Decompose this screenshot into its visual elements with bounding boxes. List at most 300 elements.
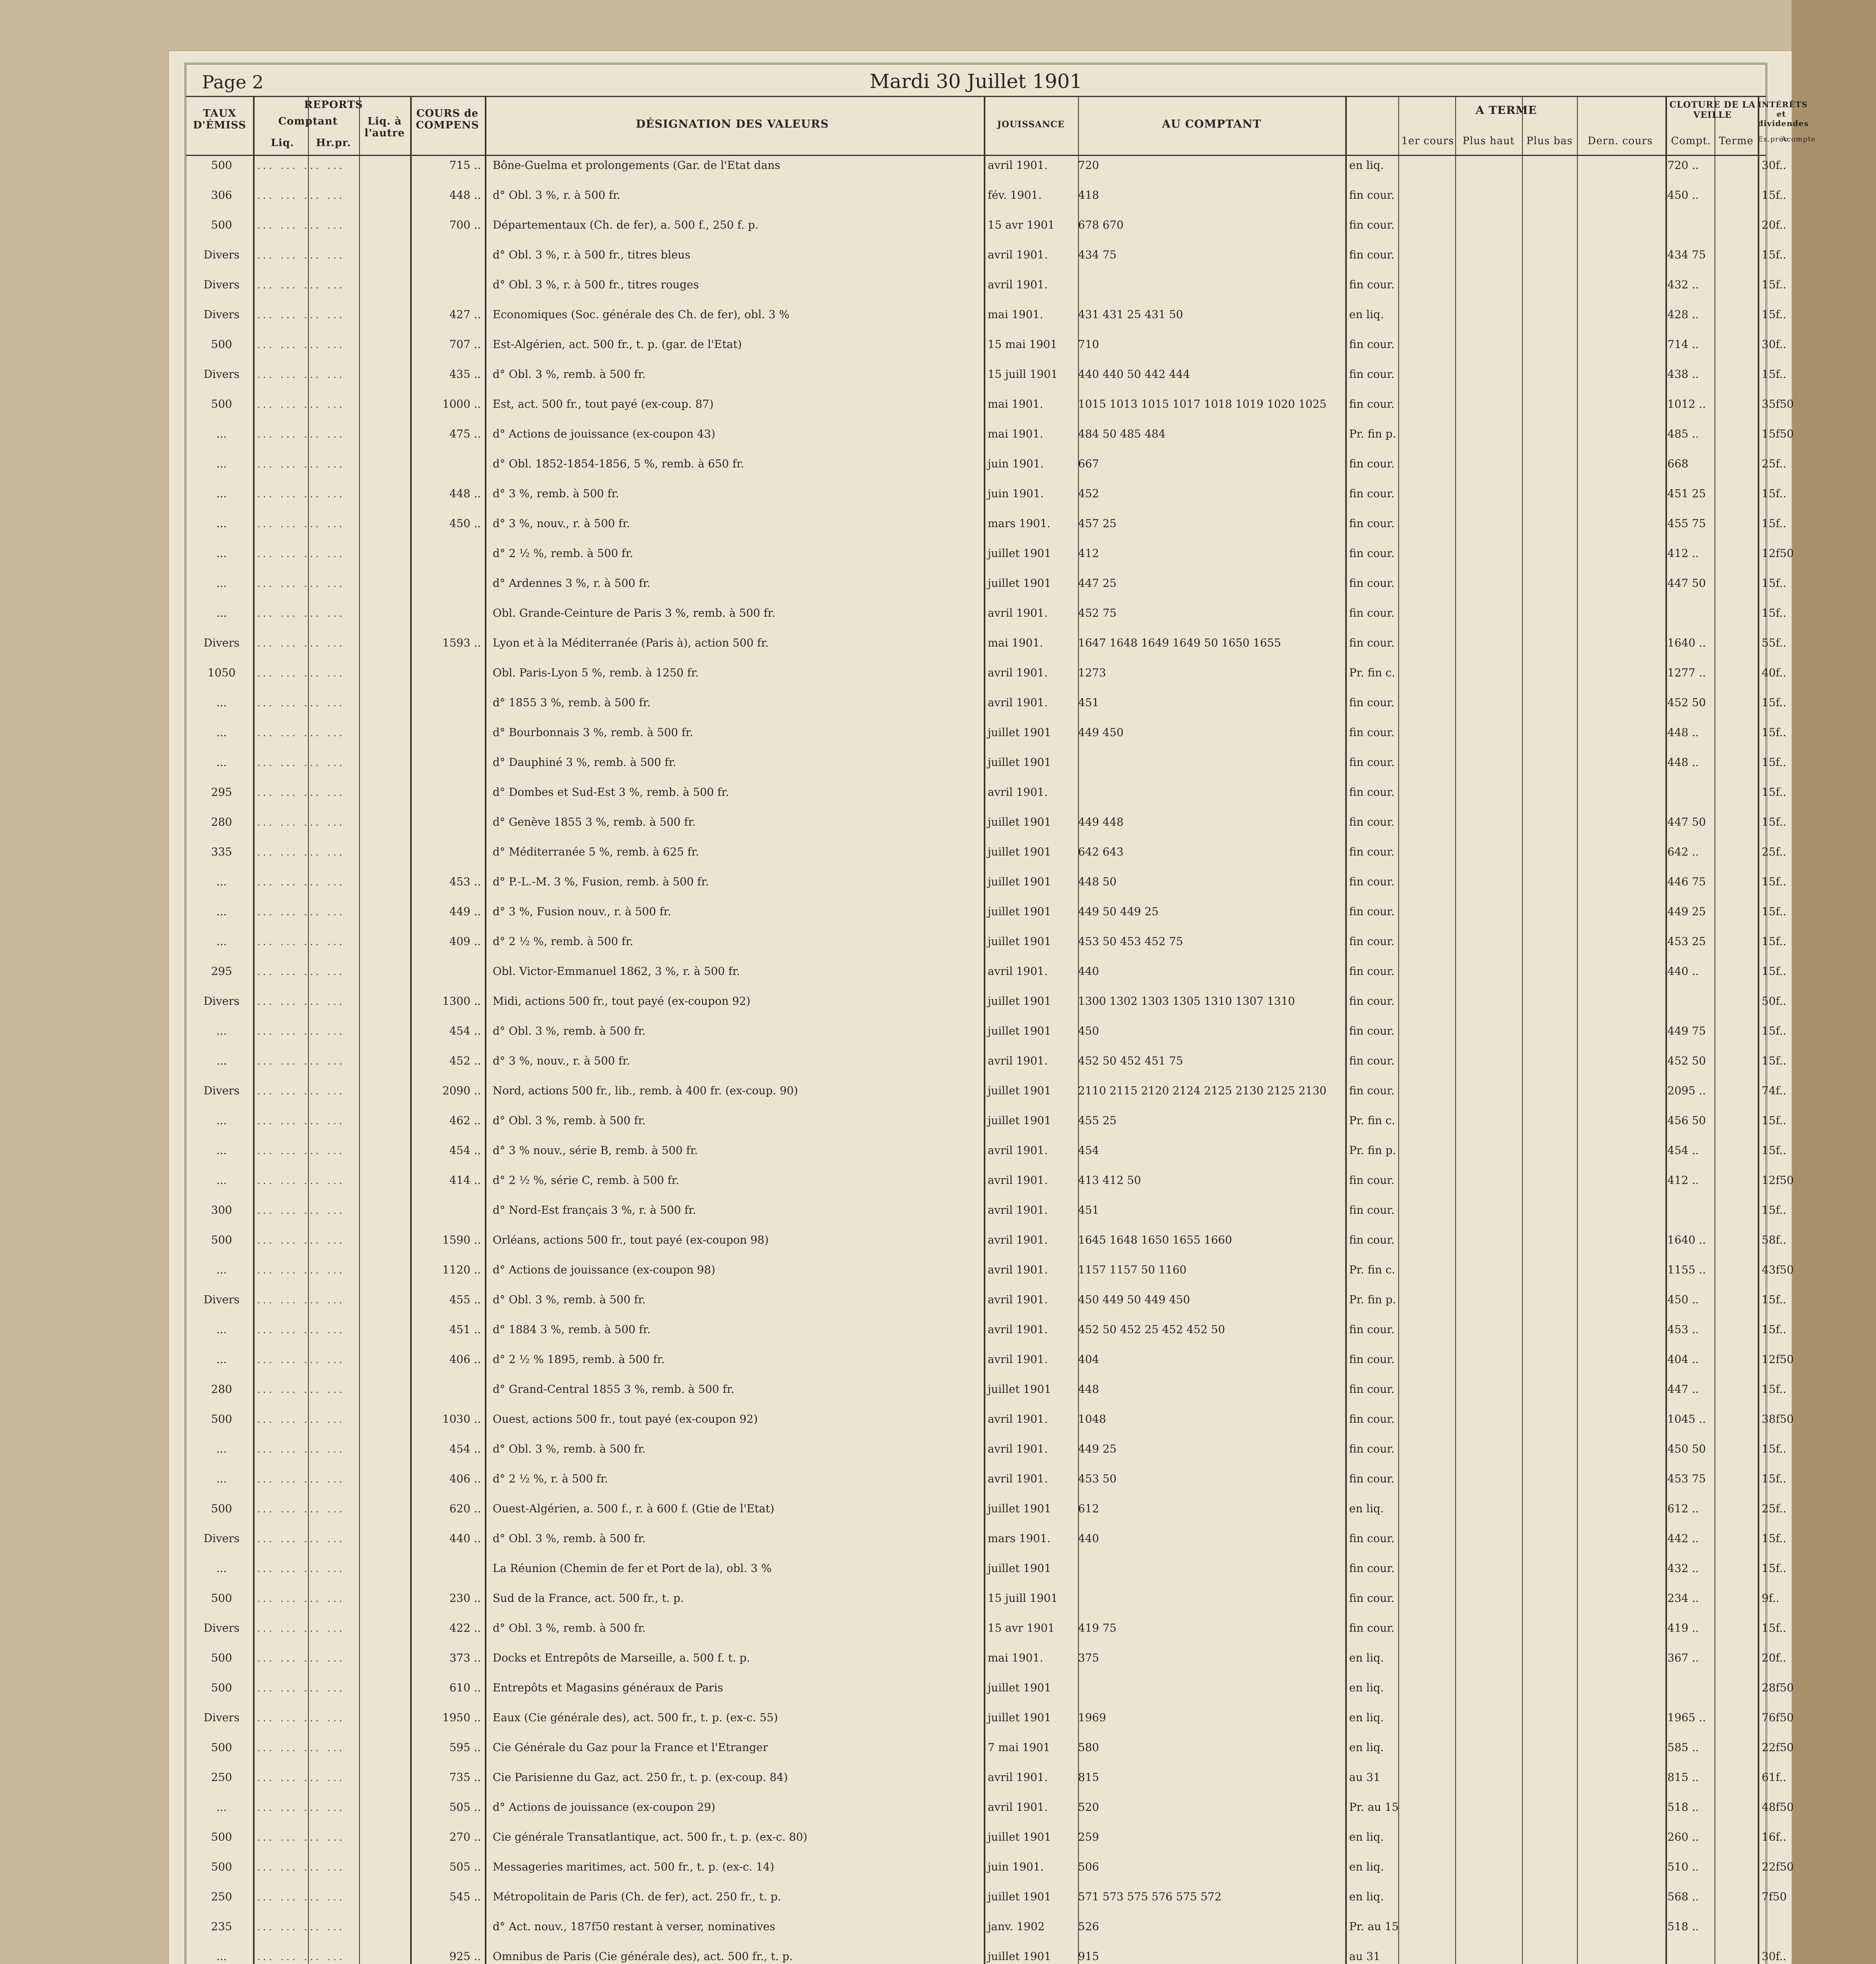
cloture-compt-cell: 442 .. — [1667, 1532, 1699, 1545]
cours-cell: 610 .. — [449, 1681, 481, 1694]
jouissance-cell: juillet 1901 — [988, 1024, 1051, 1037]
cloture-compt-cell: 451 25 — [1667, 487, 1706, 500]
taux-cell: ... — [216, 547, 227, 560]
interets-cell: 15f.. — [1762, 1472, 1786, 1485]
cours-cell: 435 .. — [449, 368, 481, 381]
taux-cell: ... — [216, 1114, 227, 1127]
leader-dots: ... ... ... ... — [257, 786, 345, 799]
interets-cell: 76f50 — [1762, 1711, 1794, 1724]
terme-cell: fin cour. — [1349, 1383, 1395, 1396]
terme-cell: en liq. — [1349, 1741, 1384, 1754]
interets-cell: 48f50 — [1762, 1801, 1794, 1814]
designation-cell: d° Obl. 3 %, remb. à 500 fr. — [493, 1442, 646, 1455]
col-a-terme: A TERME — [1475, 104, 1537, 117]
comptant-cell: 1645 1648 1650 1655 1660 — [1078, 1233, 1232, 1246]
col-plus-haut: Plus haut — [1462, 135, 1515, 147]
taux-cell: Divers — [204, 1084, 240, 1097]
jouissance-cell: mai 1901. — [988, 308, 1043, 321]
page-header — [186, 64, 1766, 97]
cloture-compt-cell: 452 50 — [1667, 696, 1706, 709]
leader-dots: ... ... ... ... — [257, 1263, 345, 1276]
leader-dots: ... ... ... ... — [257, 1711, 345, 1724]
cloture-compt-cell: 447 .. — [1667, 1383, 1699, 1396]
interets-cell: 15f.. — [1762, 487, 1786, 500]
taux-cell: 250 — [211, 1890, 232, 1903]
terme-cell: Pr. au 15 — [1349, 1920, 1399, 1933]
interets-cell: 15f.. — [1762, 308, 1786, 321]
terme-cell: fin cour. — [1349, 875, 1395, 888]
interets-cell: 15f.. — [1762, 1144, 1786, 1157]
cours-cell: 620 .. — [449, 1502, 481, 1515]
jouissance-cell: juin 1901. — [988, 457, 1044, 470]
designation-cell: d° 3 %, remb. à 500 fr. — [493, 487, 619, 500]
jouissance-cell: juin 1901. — [988, 487, 1044, 500]
cloture-compt-cell: 585 .. — [1667, 1741, 1699, 1754]
designation-cell: d° Obl. 3 %, remb. à 500 fr. — [493, 1114, 646, 1127]
comptant-cell: 1015 1013 1015 1017 1018 1019 1020 1025 — [1078, 398, 1327, 410]
jouissance-cell: juillet 1901 — [988, 577, 1051, 590]
interets-cell: 15f.. — [1762, 905, 1786, 918]
interets-cell: 15f.. — [1762, 1323, 1786, 1336]
cloture-compt-cell: 668 — [1667, 457, 1689, 470]
comptant-cell: 457 25 — [1078, 517, 1117, 530]
taux-cell: Divers — [204, 308, 240, 321]
cloture-compt-cell: 2095 .. — [1667, 1084, 1706, 1097]
taux-cell: Divers — [204, 1532, 240, 1545]
terme-cell: fin cour. — [1349, 368, 1395, 381]
cloture-compt-cell: 453 75 — [1667, 1472, 1706, 1485]
leader-dots: ... ... ... ... — [257, 995, 345, 1008]
taux-cell: 500 — [211, 398, 232, 410]
cours-cell: 450 .. — [449, 517, 481, 530]
interets-cell: 40f.. — [1762, 666, 1786, 679]
designation-cell: d° 2 ½ % 1895, remb. à 500 fr. — [493, 1353, 665, 1366]
cloture-compt-cell: 367 .. — [1667, 1651, 1699, 1664]
interets-cell: 15f.. — [1762, 368, 1786, 381]
jouissance-cell: avril 1901. — [988, 1233, 1048, 1246]
designation-cell: d° P.-L.-M. 3 %, Fusion, remb. à 500 fr. — [493, 875, 709, 888]
terme-cell: fin cour. — [1349, 1592, 1395, 1605]
jouissance-cell: juillet 1901 — [988, 1084, 1051, 1097]
terme-cell: fin cour. — [1349, 696, 1395, 709]
cloture-compt-cell: 234 .. — [1667, 1592, 1699, 1605]
leader-dots: ... ... ... ... — [257, 457, 345, 470]
leader-dots: ... ... ... ... — [257, 1204, 345, 1217]
cours-cell: 454 .. — [449, 1442, 481, 1455]
taux-cell: 280 — [211, 815, 232, 828]
leader-dots: ... ... ... ... — [257, 1084, 345, 1097]
cloture-compt-cell: 432 .. — [1667, 1562, 1699, 1575]
terme-cell: en liq. — [1349, 1890, 1384, 1903]
cloture-compt-cell: 568 .. — [1667, 1890, 1699, 1903]
interets-cell: 25f.. — [1762, 845, 1786, 858]
interets-cell: 12f50 — [1762, 1353, 1794, 1366]
jouissance-cell: mars 1901. — [988, 1532, 1051, 1545]
interets-cell: 15f.. — [1762, 1114, 1786, 1127]
taux-cell: 300 — [211, 1204, 232, 1217]
terme-cell: fin cour. — [1349, 457, 1395, 470]
terme-cell: en liq. — [1349, 1681, 1384, 1694]
designation-cell: Départementaux (Ch. de fer), a. 500 f., 250 f. p. — [493, 218, 759, 231]
leader-dots: ... ... ... ... — [257, 696, 345, 709]
jouissance-cell: avril 1901. — [988, 248, 1048, 261]
jouissance-cell: mai 1901. — [988, 1651, 1043, 1664]
interets-cell: 20f.. — [1762, 218, 1786, 231]
comptant-cell: 1048 — [1078, 1413, 1106, 1425]
terme-cell: en liq. — [1349, 1651, 1384, 1664]
comptant-cell: 526 — [1078, 1920, 1099, 1933]
taux-cell: 500 — [211, 1233, 232, 1246]
terme-cell: fin cour. — [1349, 1024, 1395, 1037]
leader-dots: ... ... ... ... — [257, 159, 345, 172]
jouissance-cell: juillet 1901 — [988, 875, 1051, 888]
interets-cell: 15f.. — [1762, 1383, 1786, 1396]
interets-cell: 15f.. — [1762, 189, 1786, 202]
leader-dots: ... ... ... ... — [257, 1024, 345, 1037]
taux-cell: ... — [216, 427, 227, 440]
leader-dots: ... ... ... ... — [257, 606, 345, 619]
interets-cell: 15f.. — [1762, 1054, 1786, 1067]
cours-cell: 451 .. — [449, 1323, 481, 1336]
comptant-cell: 453 50 453 452 75 — [1078, 935, 1183, 948]
terme-cell: fin cour. — [1349, 1472, 1395, 1485]
leader-dots: ... ... ... ... — [257, 1771, 345, 1784]
cours-cell: 475 .. — [449, 427, 481, 440]
leader-dots: ... ... ... ... — [257, 935, 345, 948]
terme-cell: fin cour. — [1349, 278, 1395, 291]
terme-cell: fin cour. — [1349, 935, 1395, 948]
interets-cell: 15f.. — [1762, 875, 1786, 888]
taux-cell: ... — [216, 1801, 227, 1814]
cours-cell: 1590 .. — [442, 1233, 481, 1246]
leader-dots: ... ... ... ... — [257, 1114, 345, 1127]
taux-cell: ... — [216, 1472, 227, 1485]
rule — [1455, 96, 1456, 1964]
designation-cell: d° Obl. 3 %, remb. à 500 fr. — [493, 1621, 646, 1634]
comptant-cell: 449 25 — [1078, 1442, 1117, 1455]
comptant-cell: 520 — [1078, 1801, 1099, 1814]
interets-cell: 15f50 — [1762, 427, 1794, 440]
jouissance-cell: juillet 1901 — [988, 845, 1051, 858]
interets-cell: 9f.. — [1762, 1592, 1779, 1605]
cloture-compt-cell: 510 .. — [1667, 1860, 1699, 1873]
comptant-cell: 642 643 — [1078, 845, 1124, 858]
terme-cell: Pr. au 15 — [1349, 1801, 1399, 1814]
comptant-cell: 447 25 — [1078, 577, 1117, 590]
taux-cell: ... — [216, 756, 227, 769]
terme-cell: fin cour. — [1349, 1174, 1395, 1187]
designation-cell: Obl. Victor-Emmanuel 1862, 3 %, r. à 500 fr. — [493, 965, 740, 978]
col-cloture-terme: Terme — [1718, 135, 1754, 147]
terme-cell: fin cour. — [1349, 577, 1395, 590]
comptant-cell: 452 50 452 25 452 452 50 — [1078, 1323, 1225, 1336]
jouissance-cell: avril 1901. — [988, 1144, 1048, 1157]
interets-cell: 30f.. — [1762, 159, 1786, 172]
comptant-cell: 418 — [1078, 189, 1099, 202]
terme-cell: fin cour. — [1349, 1532, 1395, 1545]
taux-cell: 500 — [211, 1413, 232, 1425]
terme-cell: en liq. — [1349, 1830, 1384, 1843]
col-interets: INTÉRÊTS et dividendes — [1758, 100, 1809, 128]
designation-cell: d° 3 % nouv., série B, remb. à 500 fr. — [493, 1144, 698, 1157]
interets-cell: 20f.. — [1762, 1651, 1786, 1664]
designation-cell: d° Nord-Est français 3 %, r. à 500 fr. — [493, 1204, 696, 1217]
cloture-compt-cell: 447 50 — [1667, 815, 1706, 828]
taux-cell: 500 — [211, 1651, 232, 1664]
cloture-compt-cell: 419 .. — [1667, 1621, 1699, 1634]
designation-cell: d° Obl. 3 %, remb. à 500 fr. — [493, 1293, 646, 1306]
cours-cell: 700 .. — [449, 218, 481, 231]
taux-cell: ... — [216, 606, 227, 619]
taux-cell: 1050 — [207, 666, 236, 679]
leader-dots: ... ... ... ... — [257, 815, 345, 828]
cloture-compt-cell: 455 75 — [1667, 517, 1706, 530]
interets-cell: 35f50 — [1762, 398, 1794, 410]
leader-dots: ... ... ... ... — [257, 1502, 345, 1515]
cloture-compt-cell: 448 .. — [1667, 756, 1699, 769]
interets-cell: 15f.. — [1762, 278, 1786, 291]
comptant-cell: 1157 1157 50 1160 — [1078, 1263, 1187, 1276]
page-number: Page 2 — [202, 71, 264, 93]
interets-cell: 15f.. — [1762, 1532, 1786, 1545]
cloture-compt-cell: 438 .. — [1667, 368, 1699, 381]
cloture-compt-cell: 452 50 — [1667, 1054, 1706, 1067]
designation-cell: d° Dauphiné 3 %, remb. à 500 fr. — [493, 756, 677, 769]
taux-cell: 295 — [211, 965, 232, 978]
taux-cell: 295 — [211, 786, 232, 799]
designation-cell: d° Ardennes 3 %, r. à 500 fr. — [493, 577, 651, 590]
comptant-cell: 419 75 — [1078, 1621, 1117, 1634]
jouissance-cell: fév. 1901. — [988, 189, 1042, 202]
comptant-cell: 452 75 — [1078, 606, 1117, 619]
leader-dots: ... ... ... ... — [257, 1413, 345, 1425]
jouissance-cell: avril 1901. — [988, 1204, 1048, 1217]
jouissance-cell: juillet 1901 — [988, 756, 1051, 769]
terme-cell: fin cour. — [1349, 338, 1395, 351]
cloture-compt-cell: 432 .. — [1667, 278, 1699, 291]
col-fin-pr: Hr.pr. — [316, 137, 351, 149]
cours-cell: 414 .. — [449, 1174, 481, 1187]
terme-cell: fin cour. — [1349, 1233, 1395, 1246]
designation-cell: La Réunion (Chemin de fer et Port de la), obl. 3 % — [493, 1562, 772, 1575]
interets-cell: 15f.. — [1762, 1293, 1786, 1306]
cours-cell: 707 .. — [449, 338, 481, 351]
cours-cell: 448 .. — [449, 487, 481, 500]
cours-cell: 449 .. — [449, 905, 481, 918]
comptant-cell: 454 — [1078, 1144, 1099, 1157]
column-headers — [186, 96, 1816, 156]
comptant-cell: 452 — [1078, 487, 1099, 500]
cours-cell: 454 .. — [449, 1024, 481, 1037]
interets-cell: 25f.. — [1762, 1502, 1786, 1515]
jouissance-cell: juillet 1901 — [988, 1681, 1051, 1694]
terme-cell: fin cour. — [1349, 1621, 1395, 1634]
interets-cell: 22f50 — [1762, 1860, 1794, 1873]
terme-cell: fin cour. — [1349, 1442, 1395, 1455]
designation-cell: d° 2 ½ %, r. à 500 fr. — [493, 1472, 608, 1485]
interets-cell: 15f.. — [1762, 1442, 1786, 1455]
leader-dots: ... ... ... ... — [257, 666, 345, 679]
taux-cell: ... — [216, 1174, 227, 1187]
terme-cell: fin cour. — [1349, 487, 1395, 500]
terme-cell: fin cour. — [1349, 786, 1395, 799]
cours-cell: 406 .. — [449, 1472, 481, 1485]
interets-cell: 15f.. — [1762, 248, 1786, 261]
taux-cell: 500 — [211, 1830, 232, 1843]
cours-cell: 2090 .. — [442, 1084, 481, 1097]
cloture-compt-cell: 260 .. — [1667, 1830, 1699, 1843]
comptant-cell: 1273 — [1078, 666, 1106, 679]
cloture-compt-cell: 815 .. — [1667, 1771, 1699, 1784]
cloture-compt-cell: 412 .. — [1667, 1174, 1699, 1187]
leader-dots: ... ... ... ... — [257, 845, 345, 858]
cours-cell: 454 .. — [449, 1144, 481, 1157]
cours-cell: 1030 .. — [442, 1413, 481, 1425]
jouissance-cell: janv. 1902 — [988, 1920, 1045, 1933]
interets-cell: 15f.. — [1762, 726, 1786, 739]
taux-cell: 500 — [211, 1681, 232, 1694]
leader-dots: ... ... ... ... — [257, 218, 345, 231]
jouissance-cell: juillet 1901 — [988, 1830, 1051, 1843]
leader-dots: ... ... ... ... — [257, 726, 345, 739]
rule — [1665, 96, 1667, 1964]
cours-cell: 715 .. — [449, 159, 481, 172]
jouissance-cell: juillet 1901 — [988, 1950, 1051, 1963]
leader-dots: ... ... ... ... — [257, 636, 345, 649]
taux-cell: Divers — [204, 636, 240, 649]
interets-cell: 15f.. — [1762, 935, 1786, 948]
comptant-cell: 678 670 — [1078, 218, 1124, 231]
leader-dots: ... ... ... ... — [257, 338, 345, 351]
cours-cell: 925 .. — [449, 1950, 481, 1963]
terme-cell: au 31 — [1349, 1771, 1381, 1784]
cloture-compt-cell: 1155 .. — [1667, 1263, 1706, 1276]
interets-cell: 15f.. — [1762, 1204, 1786, 1217]
designation-cell: d° Act. nouv., 187f50 restant à verser, nominatives — [493, 1920, 776, 1933]
comptant-cell: 455 25 — [1078, 1114, 1117, 1127]
terme-cell: en liq. — [1349, 308, 1384, 321]
comptant-cell: 449 450 — [1078, 726, 1124, 739]
designation-cell: Métropolitain de Paris (Ch. de fer), act. 250 fr., t. p. — [493, 1890, 781, 1903]
taux-cell: ... — [216, 1950, 227, 1963]
cours-cell: 406 .. — [449, 1353, 481, 1366]
col-liq: Liq. à l'autre — [364, 115, 405, 139]
interets-cell: 15f.. — [1762, 577, 1786, 590]
terme-cell: Pr. fin p. — [1349, 1144, 1396, 1157]
designation-cell: d° Dombes et Sud-Est 3 %, remb. à 500 fr. — [493, 786, 729, 799]
designation-cell: Obl. Paris-Lyon 5 %, remb. à 1250 fr. — [493, 666, 699, 679]
comptant-cell: 448 50 — [1078, 875, 1117, 888]
cours-cell: 505 .. — [449, 1801, 481, 1814]
leader-dots: ... ... ... ... — [257, 1532, 345, 1545]
designation-cell: Est-Algérien, act. 500 fr., t. p. (gar. de l'Etat) — [493, 338, 742, 351]
terme-cell: fin cour. — [1349, 1054, 1395, 1067]
taux-cell: ... — [216, 1562, 227, 1575]
jouissance-cell: mai 1901. — [988, 427, 1043, 440]
designation-cell: d° 2 ½ %, série C, remb. à 500 fr. — [493, 1174, 679, 1187]
jouissance-cell: 7 mai 1901 — [988, 1741, 1051, 1754]
designation-cell: d° Méditerranée 5 %, remb. à 625 fr. — [493, 845, 699, 858]
interets-cell: 43f50 — [1762, 1263, 1794, 1276]
taux-cell: 500 — [211, 1860, 232, 1873]
comptant-cell: 404 — [1078, 1353, 1099, 1366]
cloture-compt-cell: 450 .. — [1667, 1293, 1699, 1306]
taux-cell: ... — [216, 905, 227, 918]
interets-cell: 25f.. — [1762, 457, 1786, 470]
terme-cell: fin cour. — [1349, 1353, 1395, 1366]
terme-cell: fin cour. — [1349, 965, 1395, 978]
leader-dots: ... ... ... ... — [257, 1472, 345, 1485]
interets-cell: 15f.. — [1762, 786, 1786, 799]
cours-cell: 1950 .. — [442, 1711, 481, 1724]
interets-cell: 16f.. — [1762, 1830, 1786, 1843]
terme-cell: Pr. fin c. — [1349, 1263, 1396, 1276]
leader-dots: ... ... ... ... — [257, 1920, 345, 1933]
terme-cell: fin cour. — [1349, 1323, 1395, 1336]
interets-cell: 74f.. — [1762, 1084, 1786, 1097]
col-acompte: Acompte — [1781, 135, 1816, 143]
cours-cell: 1120 .. — [442, 1263, 481, 1276]
jouissance-cell: avril 1901. — [988, 1472, 1048, 1485]
terme-cell: fin cour. — [1349, 636, 1395, 649]
comptant-cell: 1969 — [1078, 1711, 1106, 1724]
taux-cell: ... — [216, 487, 227, 500]
terme-cell: fin cour. — [1349, 1413, 1395, 1425]
jouissance-cell: mai 1901. — [988, 398, 1043, 410]
cloture-compt-cell: 446 75 — [1667, 875, 1706, 888]
cours-cell: 735 .. — [449, 1771, 481, 1784]
comptant-cell: 571 573 575 576 575 572 — [1078, 1890, 1222, 1903]
jouissance-cell: avril 1901. — [988, 1323, 1048, 1336]
comptant-cell: 612 — [1078, 1502, 1099, 1515]
jouissance-cell: 15 avr 1901 — [988, 218, 1055, 231]
jouissance-cell: avril 1901. — [988, 666, 1048, 679]
taux-cell: Divers — [204, 368, 240, 381]
cours-cell: 448 .. — [449, 189, 481, 202]
leader-dots: ... ... ... ... — [257, 1054, 345, 1067]
cloture-compt-cell: 720 .. — [1667, 159, 1699, 172]
cloture-compt-cell: 1012 .. — [1667, 398, 1706, 410]
comptant-cell: 452 50 452 451 75 — [1078, 1054, 1183, 1067]
cours-cell: 505 .. — [449, 1860, 481, 1873]
taux-cell: 500 — [211, 159, 232, 172]
cloture-compt-cell: 454 .. — [1667, 1144, 1699, 1157]
interets-cell: 50f.. — [1762, 995, 1786, 1008]
designation-cell: d° 3 %, Fusion nouv., r. à 500 fr. — [493, 905, 671, 918]
leader-dots: ... ... ... ... — [257, 248, 345, 261]
cours-cell: 409 .. — [449, 935, 481, 948]
taux-cell: 500 — [211, 1502, 232, 1515]
taux-cell: Divers — [204, 248, 240, 261]
terme-cell: fin cour. — [1349, 1084, 1395, 1097]
cloture-compt-cell: 456 50 — [1667, 1114, 1706, 1127]
designation-cell: Omnibus de Paris (Cie générale des), act. 500 fr., t. p. — [493, 1950, 793, 1963]
jouissance-cell: avril 1901. — [988, 1174, 1048, 1187]
cloture-compt-cell: 450 50 — [1667, 1442, 1706, 1455]
interets-cell: 58f.. — [1762, 1233, 1786, 1246]
comptant-cell: 440 — [1078, 1532, 1099, 1545]
cloture-compt-cell: 449 25 — [1667, 905, 1706, 918]
taux-cell: Divers — [204, 1711, 240, 1724]
cloture-compt-cell: 440 .. — [1667, 965, 1699, 978]
leader-dots: ... ... ... ... — [257, 1562, 345, 1575]
terme-cell: au 31 — [1349, 1950, 1381, 1963]
designation-cell: Obl. Grande-Ceinture de Paris 3 %, remb. à 500 fr. — [493, 606, 776, 619]
leader-dots: ... ... ... ... — [257, 1442, 345, 1455]
interets-cell: 12f50 — [1762, 1174, 1794, 1187]
cloture-compt-cell: 1045 .. — [1667, 1413, 1706, 1425]
col-designation: DÉSIGNATION DES VALEURS — [636, 117, 829, 130]
